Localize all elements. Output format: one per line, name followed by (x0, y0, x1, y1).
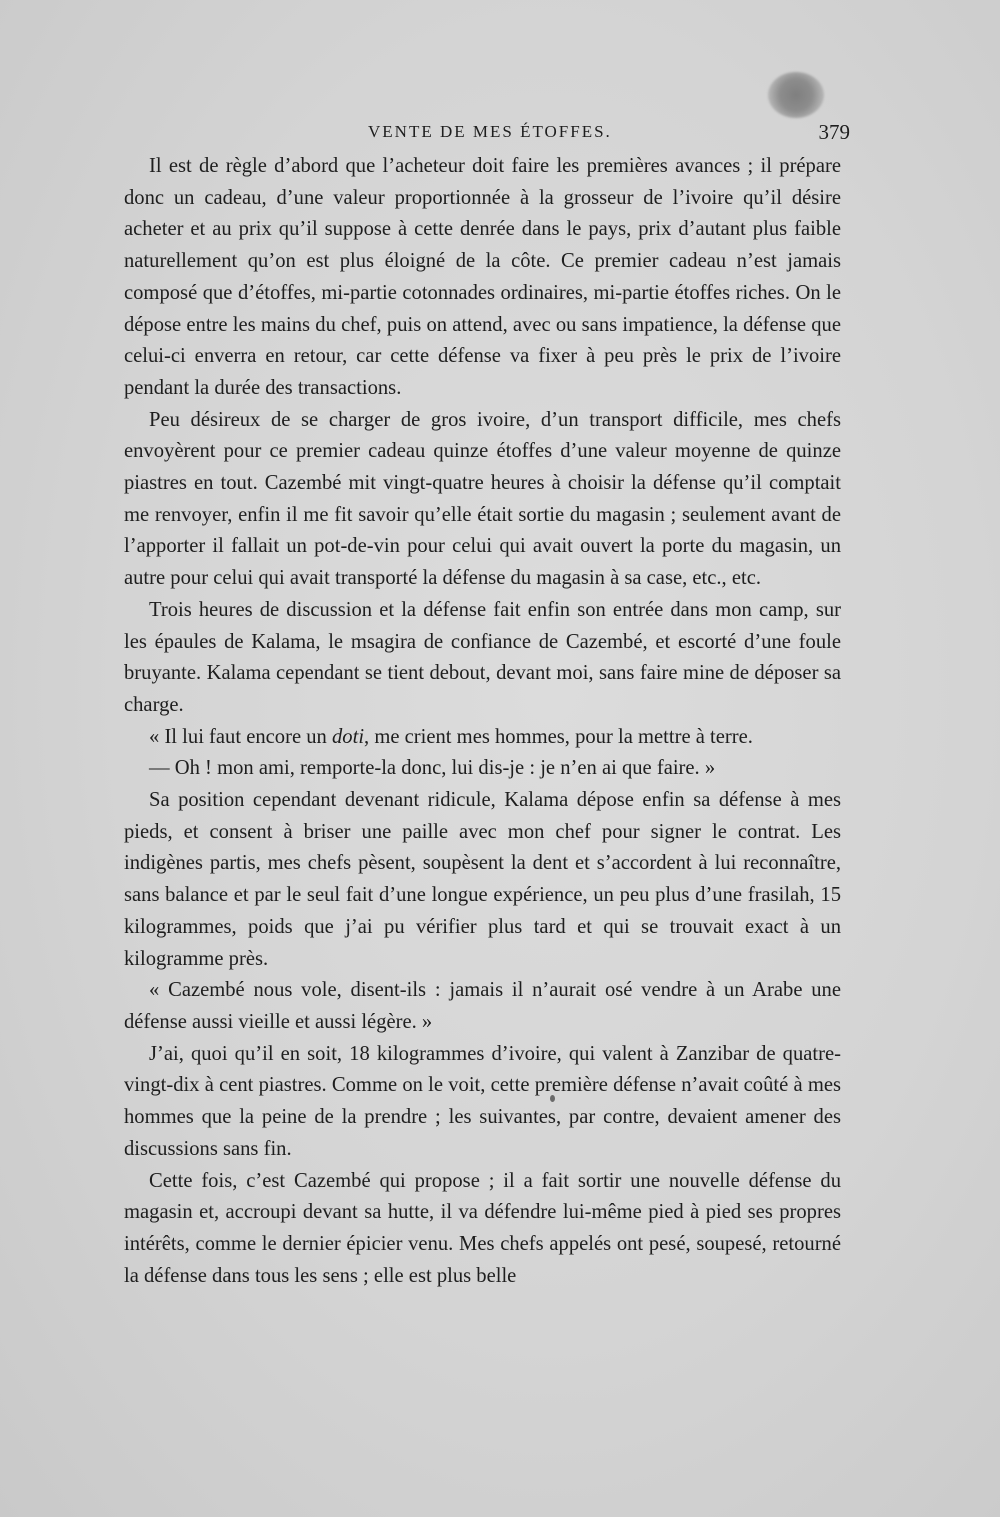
paragraph: — Oh ! mon ami, remporte-la donc, lui dis-je : je n’en ai que faire. » (149, 757, 716, 780)
running-head (124, 118, 850, 148)
paragraph (124, 722, 841, 754)
italic-word: doti (332, 725, 365, 748)
paragraph: J’ai, quoi qu’il en soit, 18 kilogrammes d’ivoire, qui valent à Zanzibar de quatre-vingt-dix à cent piastres. Comme on le voit, cette première défense n’avait coûté à mes hommes que la peine de la prendre ; les suivantes, par contre, devaient amener des discussions sans fin. (124, 1042, 841, 1160)
page-number: 379 (818, 120, 850, 144)
running-title: VENTE DE MES ÉTOFFES. (368, 122, 612, 141)
quote-text: « Il lui faut encore un (149, 725, 332, 748)
paragraph: Peu désireux de se charger de gros ivoire, d’un transport difficile, mes chefs envoyèrent pour ce premier cadeau quinze étoffes d’une valeur moyenne de quinze piastres en tout. Cazembé mit vingt-quatre heures à choisir la défense qu’il comptait me renvoyer, enfin il me fit savoir qu’elle était sortie du magasin ; seulement avant de l’apporter il fallait un pot-de-vin pour celui qui avait ouvert la porte du magasin, un autre pour celui qui avait transporté la défense du magasin à sa case, etc., etc. (124, 408, 841, 590)
paragraph: Cette fois, c’est Cazembé qui propose ; il a fait sortir une nouvelle défense du magasin et, accroupi devant sa hutte, il va défendre lui-même pied à pied ses propres intérêts, comme le dernier épicier venu. Mes chefs appelés ont pesé, soupesé, retourné la défense dans tous les sens ; elle est plus belle (124, 1169, 841, 1287)
body-text (124, 151, 841, 1292)
paragraph: Trois heures de discussion et la défense fait enfin son entrée dans mon camp, sur les épaules de Kalama, le msagira de confiance de Cazembé, et escorté d’une foule bruyante. Kalama cependant se tient debout, devant moi, sans faire mine de déposer sa charge. (124, 598, 841, 716)
quote-text: , me crient mes hommes, pour la mettre à terre. (364, 725, 753, 748)
paragraph: Il est de règle d’abord que l’acheteur doit faire les premières avances ; il prépare donc un cadeau, d’une valeur proportionnée à la grosseur de l’ivoire qu’il désire acheter et au prix qu’il suppose à cette denrée dans le pays, prix d’autant plus faible naturellement qu’on est plus éloigné de la côte. Ce premier cadeau n’est jamais composé que d’étoffes, mi-partie cotonnades ordinaires, mi-partie étoffes riches. On le dépose entre les mains du chef, puis on attend, avec ou sans impatience, la défense que celui-ci enverra en retour, car cette défense va fixer à peu près le prix de l’ivoire pendant la durée des transactions. (124, 155, 841, 399)
paragraph: Sa position cependant devenant ridicule, Kalama dépose enfin sa défense à mes pieds, et consent à briser une paille avec mon chef pour signer le contrat. Les indigènes partis, mes chefs pèsent, soupèsent la dent et s’accordent à lui reconnaître, sans balance et par le seul fait d’une longue expérience, un peu plus d’une frasilah, 15 kilogrammes, poids que j’ai pu vérifier plus tard et qui se trouvait exact à un kilogramme près. (124, 789, 841, 970)
paragraph: « Cazembé nous vole, disent-ils : jamais il n’aurait osé vendre à un Arabe une défense aussi vieille et aussi légère. » (124, 979, 841, 1033)
ink-stain (768, 72, 824, 118)
